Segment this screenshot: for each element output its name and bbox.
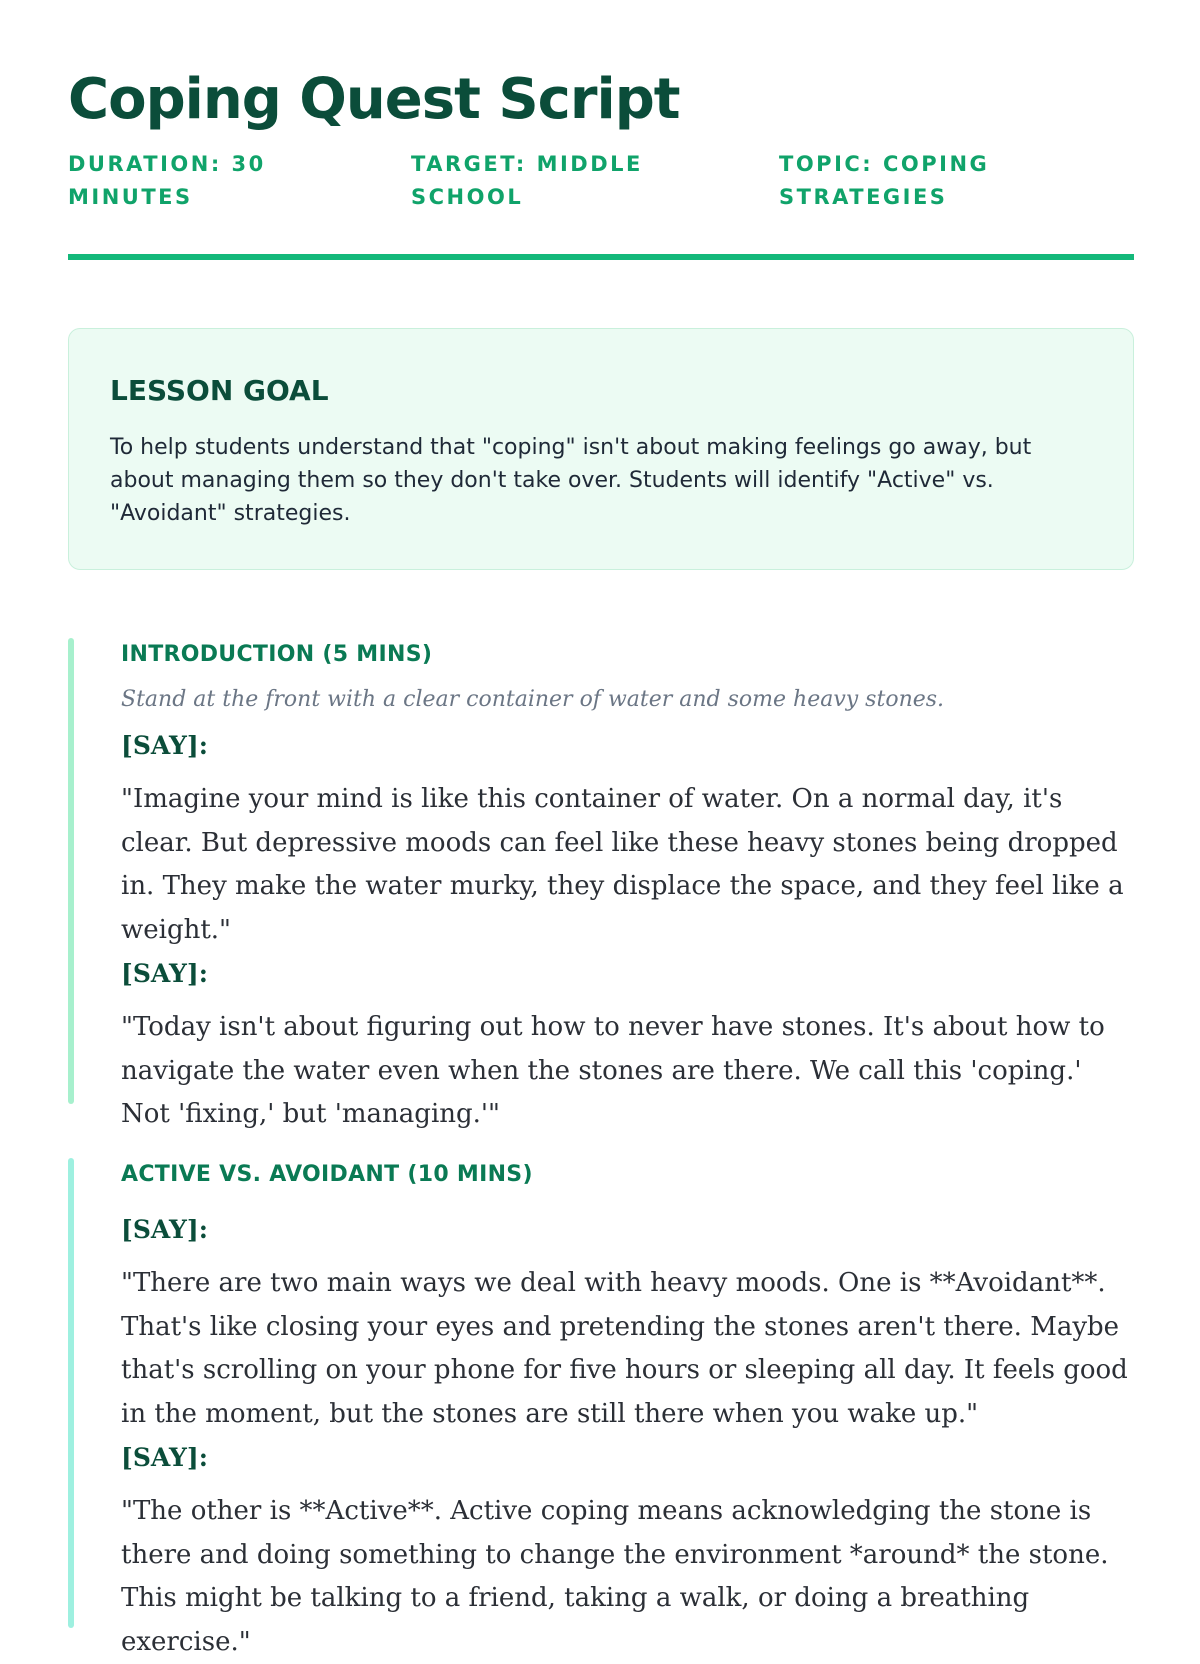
lesson-goal-text: To help students understand that "coping" isn't about making feelings go away, but about managing them so they don't take over. Students will identify "Active" vs. "Avoidant" strategies. — [110, 435, 1032, 526]
script-paragraph: "There are two main ways we deal with heavy moods. One is **Avoidant**. That's like closing your eyes and pretending the stones aren't there. Maybe that's scrolling on your phone for five hours or sleeping all day. It feels good in the moment, but the stones are still there when you wake up." — [121, 1268, 1128, 1429]
meta-target: TARGET: MIDDLE SCHOOL — [411, 152, 643, 209]
section-heading: ACTIVE VS. AVOIDANT (10 MINS) — [121, 1162, 533, 1187]
say-label: [SAY]: — [121, 731, 208, 760]
header-divider — [68, 254, 1134, 260]
meta-duration: DURATION: 30 MINUTES — [68, 152, 266, 209]
lesson-goal-box — [68, 328, 1134, 570]
say-label: [SAY]: — [121, 1215, 208, 1244]
lesson-goal-title: LESSON GOAL — [110, 374, 329, 407]
say-label: [SAY]: — [121, 1443, 208, 1472]
meta-row — [68, 148, 1133, 214]
section-accent-bar — [68, 1158, 74, 1628]
page-title: Coping Quest Script — [68, 67, 680, 132]
script-paragraph: "Today isn't about figuring out how to never have stones. It's about how to navigate the water even when the stones are there. We call this 'coping.' Not 'fixing,' but 'managing.'" — [121, 1012, 1105, 1129]
section-active-vs-avoidant — [68, 1158, 1134, 1657]
meta-topic: TOPIC: COPING STRATEGIES — [779, 152, 990, 209]
section-accent-bar — [68, 638, 74, 1104]
section-introduction — [68, 638, 1134, 1129]
script-paragraph: "Imagine your mind is like this container of water. On a normal day, it's clear. But depressive moods can feel like these heavy stones being dropped in. They make the water murky, they displace the space, and they feel like a weight." — [121, 784, 1124, 945]
say-label: [SAY]: — [121, 959, 208, 988]
stage-direction: Stand at the front with a clear container of water and some heavy stones. — [121, 687, 945, 712]
section-heading: INTRODUCTION (5 MINS) — [121, 642, 433, 667]
page-header — [68, 64, 1133, 214]
script-paragraph: "The other is **Active**. Active coping means acknowledging the stone is there and doing something to change the environment *around* the stone. This might be talking to a friend, taking a walk, or doing a breathing exercise." — [121, 1496, 1109, 1657]
